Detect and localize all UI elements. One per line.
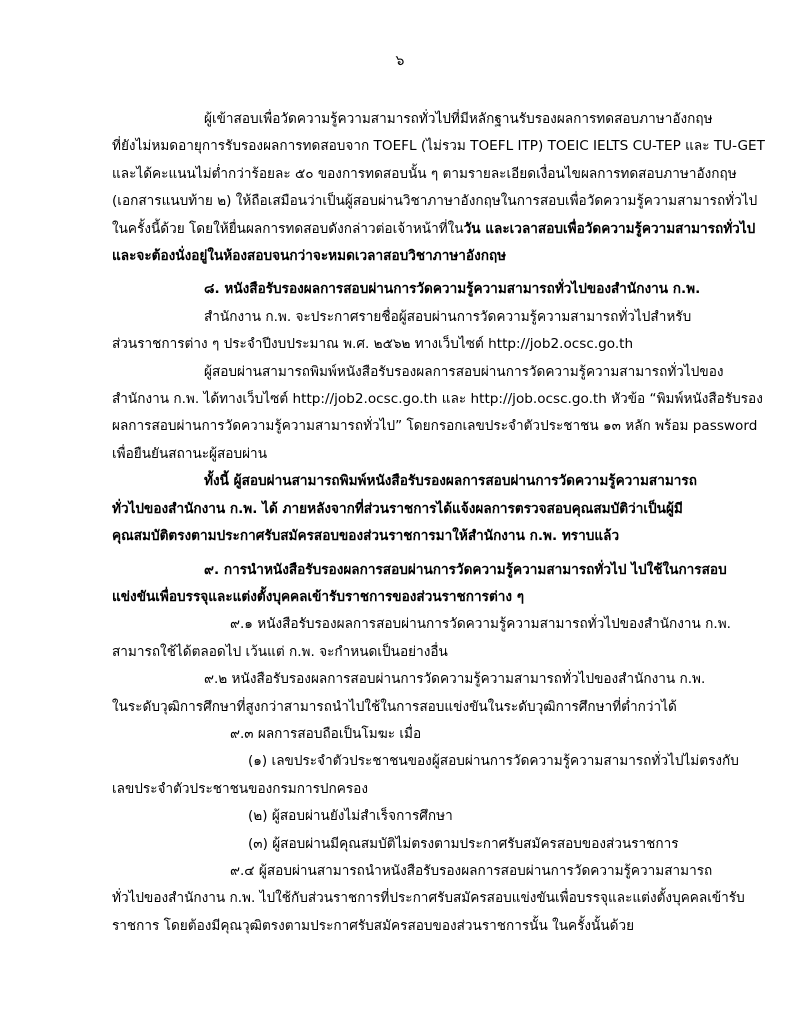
paragraph-line: ที่ยังไม่หมดอายุการรับรองผลการทดสอบจาก TOEFL (ไม่รวม TOEFL ITP) TOEIC IELTS CU-TEP และ TU-GET	[112, 138, 765, 155]
section-heading-9: ๙. การนำหนังสือรับรองผลการสอบผ่านการวัดความรู้ความสามารถทั่วไป ไปใช้ในการสอบ	[204, 561, 727, 578]
paragraph-line: ทั่วไปของสำนักงาน ก.พ. ไปใช้กับส่วนราชการที่ประกาศรับสมัครสอบแข่งขันเพื่อบรรจุและแต่งตั้งบุคคลเข้ารับ	[112, 890, 745, 907]
paragraph-line: ผู้เข้าสอบเพื่อวัดความรู้ความสามารถทั่วไปที่มีหลักฐานรับรองผลการทดสอบภาษาอังกฤษ	[204, 111, 713, 127]
paragraph-line: ราชการ โดยต้องมีคุณวุฒิตรงตามประกาศรับสมัครสอบของส่วนราชการนั้น ในครั้งนั้นด้วย	[112, 917, 635, 934]
paragraph-line: ผู้สอบผ่านสามารถพิมพ์หนังสือรับรองผลการสอบผ่านการวัดความรู้ความสามารถทั่วไปของ	[204, 363, 724, 380]
paragraph-line: (๑) เลขประจำตัวประชาชนของผู้สอบผ่านการวัดความรู้ความสามารถทั่วไปไม่ตรงกับ	[248, 753, 739, 770]
paragraph-line: ในระดับวุฒิการศึกษาที่สูงกว่าสามารถนำไปใช้ในการสอบแข่งขันในระดับวุฒิการศึกษาที่ต่ำกว่าได้	[112, 698, 677, 715]
paragraph-line: ๙.๒ หนังสือรับรองผลการสอบผ่านการวัดความรู้ความสามารถทั่วไปของสำนักงาน ก.พ.	[204, 671, 706, 688]
paragraph-line: เพื่อยืนยันสถานะผู้สอบผ่าน	[112, 445, 267, 462]
paragraph-line: ๙.๔ ผู้สอบผ่านสามารถนำหนังสือรับรองผลการสอบผ่านการวัดความรู้ความสามารถ	[230, 862, 713, 879]
paragraph-line: และจะต้องนั่งอยู่ในห้องสอบจนกว่าจะหมดเวลาสอบวิชาภาษาอังกฤษ	[112, 248, 507, 265]
paragraph-line: สำนักงาน ก.พ. ได้ทางเว็บไซต์ http://job2.ocsc.go.th และ http://job.ocsc.go.th หัวข้อ “พิมพ์หนังสือรับรอง	[112, 391, 763, 408]
paragraph-line: สำนักงาน ก.พ. จะประกาศรายชื่อผู้สอบผ่านการวัดความรู้ความสามารถทั่วไปสำหรับ	[204, 308, 692, 325]
section-heading-8: ๘. หนังสือรับรองผลการสอบผ่านการวัดความรู้ความสามารถทั่วไปของสำนักงาน ก.พ.	[204, 281, 701, 298]
paragraph-line: สามารถใช้ได้ตลอดไป เว้นแต่ ก.พ. จะกำหนดเป็นอย่างอื่น	[112, 643, 448, 660]
paragraph-line: (๒) ผู้สอบผ่านยังไม่สำเร็จการศึกษา	[248, 808, 453, 825]
paragraph-line: ทั้งนี้ ผู้สอบผ่านสามารถพิมพ์หนังสือรับรองผลการสอบผ่านการวัดความรู้ความสามารถ	[204, 473, 697, 490]
paragraph-line: ทั่วไปของสำนักงาน ก.พ. ได้ ภายหลังจากที่ส่วนราชการได้แจ้งผลการตรวจสอบคุณสมบัติว่าเป็นผู้มี	[112, 500, 683, 517]
paragraph-line: ส่วนราชการต่าง ๆ ประจำปีงบประมาณ พ.ศ. ๒๕๖๒ ทางเว็บไซต์ http://job2.ocsc.go.th	[112, 336, 634, 353]
text-span: ในครั้งนี้ด้วย โดยให้ยื่นผลการทดสอบดังกล่าวต่อเจ้าหน้าที่ใน	[112, 220, 464, 237]
paragraph-line: (เอกสารแนบท้าย ๒) ให้ถือเสมือนว่าเป็นผู้สอบผ่านวิชาภาษาอังกฤษในการสอบเพื่อวัดความรู้ความสามารถทั่วไป	[112, 193, 758, 210]
paragraph-line: คุณสมบัติตรงตามประกาศรับสมัครสอบของส่วนราชการมาให้สำนักงาน ก.พ. ทราบแล้ว	[112, 528, 620, 545]
section-heading-9-cont: แข่งขันเพื่อบรรจุและแต่งตั้งบุคคลเข้ารับราชการของส่วนราชการต่าง ๆ	[112, 588, 525, 605]
paragraph-line: (๓) ผู้สอบผ่านมีคุณสมบัติไม่ตรงตามประกาศรับสมัครสอบของส่วนราชการ	[248, 835, 679, 852]
paragraph-line: เลขประจำตัวประชาชนของกรมการปกครอง	[112, 780, 368, 797]
bold-text-span: วัน และเวลาสอบเพื่อวัดความรู้ความสามารถทั่วไป	[463, 220, 756, 237]
paragraph-line	[112, 216, 756, 243]
paragraph-line: ผลการสอบผ่านการวัดความรู้ความสามารถทั่วไป” โดยกรอกเลขประจำตัวประชาชน ๑๓ หลัก พร้อม password	[112, 418, 758, 435]
page-number: ๖	[395, 53, 405, 69]
document-body	[112, 106, 765, 940]
paragraph-line: ๙.๑ หนังสือรับรองผลการสอบผ่านการวัดความรู้ความสามารถทั่วไปของสำนักงาน ก.พ.	[230, 616, 732, 633]
paragraph-line: ๙.๓ ผลการสอบถือเป็นโมฆะ เมื่อ	[230, 725, 422, 742]
paragraph-line: และได้คะแนนไม่ต่ำกว่าร้อยละ ๕๐ ของการทดสอบนั้น ๆ ตามรายละเอียดเงื่อนไขผลการทดสอบภาษาอังกฤษ	[112, 165, 737, 182]
